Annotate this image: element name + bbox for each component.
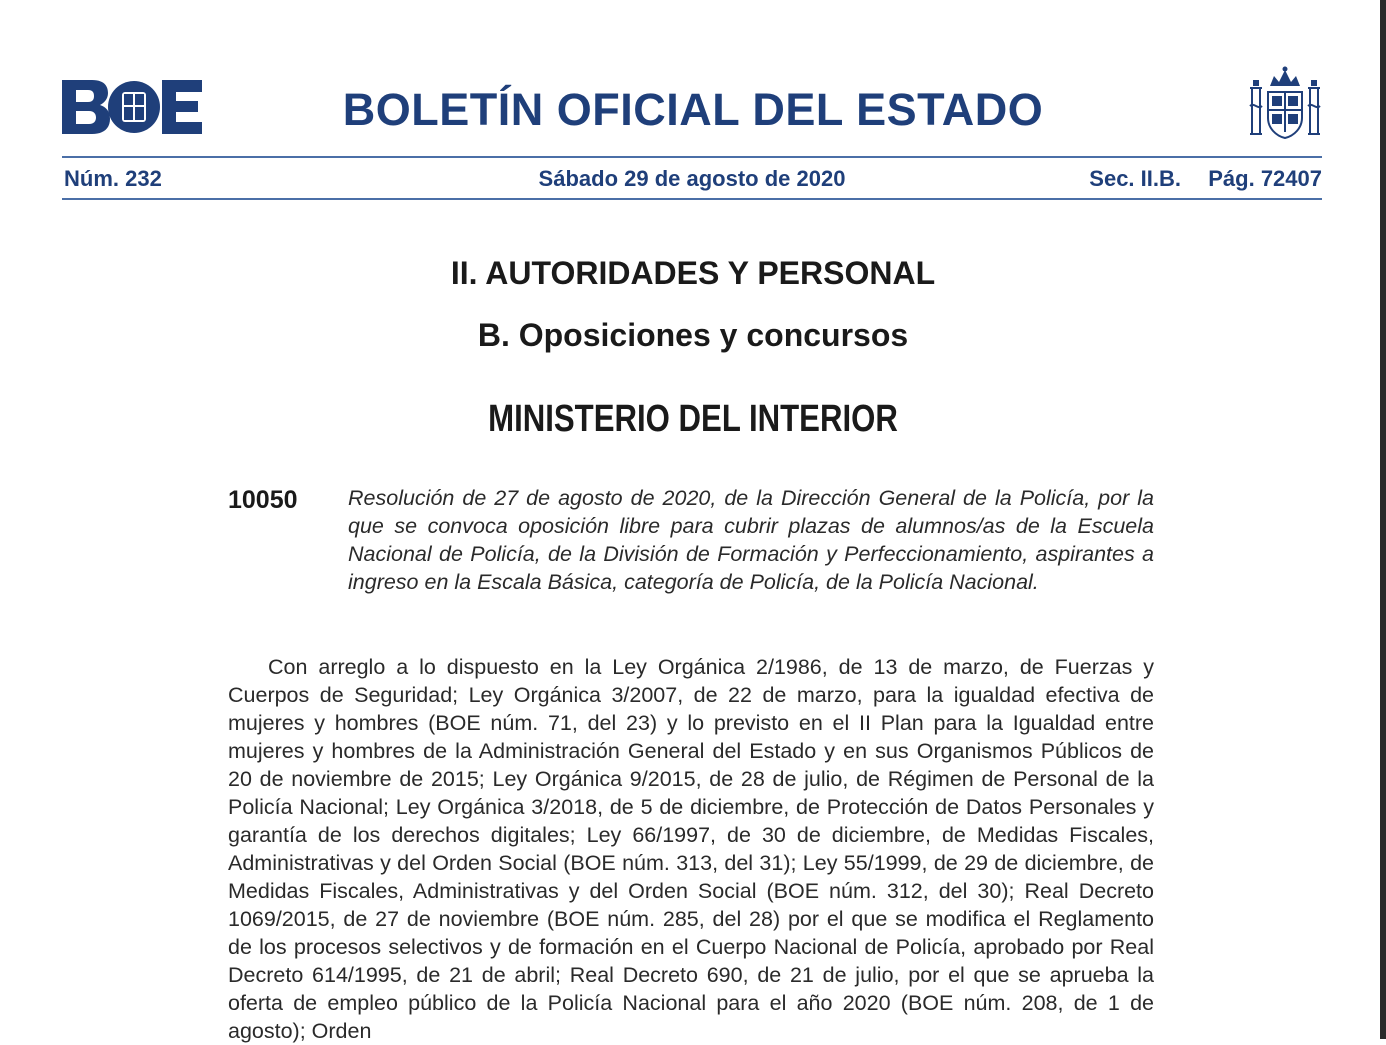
body-paragraph: Con arreglo a lo dispuesto en la Ley Orgánica 2/1986, de 13 de marzo, de Fuerzas y Cuerpos de Seguridad; Ley Orgánica 3/2007, de 22 de marzo, para la igualdad efectiva de mujeres y hombres (BOE núm. 71, del 23) y lo previsto en el II Plan para la Igualdad entre mujeres y hombres de la Administración General del Estado y en sus Organismos Públicos de 20 de noviembre de 2015; Ley Orgánica 9/2015, de 28 de julio, de Régimen de Personal de la Policía Nacional; Ley Orgánica 3/2018, de 5 de diciembre, de Protección de Datos Personales y garantía de los derechos digitales; Ley 66/1997, de 30 de diciembre, de Medidas Fiscales, Administrativas y del Orden Social (BOE núm. 313, del 31); Ley 55/1999, de 29 de diciembre, de Medidas Fiscales, Administrativas y del Orden Social (BOE núm. 312, del 30); Real Decreto 1069/2015, de 27 de noviembre (BOE núm. 285, del 28) por el que se modifica el Reglamento de los procesos selectivos y de formación en el Cuerpo Nacional de Policía, aprobado por Real Decreto 614/1995, de 21 de abril; Real Decreto 690, de 21 de julio, por el que se aprueba la oferta de empleo público de la Policía Nacional para el año 2020 (BOE núm. 208, de 1 de agosto); Orden bbox=[228, 655, 1154, 1043]
section-title: II. AUTORIDADES Y PERSONAL bbox=[450, 255, 936, 291]
section-code: Sec. II.B. bbox=[1089, 166, 1181, 191]
issue-number: Núm. 232 bbox=[64, 166, 162, 191]
header-rule-bottom bbox=[62, 198, 1322, 200]
page-number: Pág. 72407 bbox=[1208, 166, 1322, 191]
issue-date: Sábado 29 de agosto de 2020 bbox=[538, 166, 846, 191]
gazette-title: BOLETÍN OFICIAL DEL ESTADO bbox=[342, 84, 1044, 135]
resolution-number: 10050 bbox=[228, 486, 298, 514]
resolution-summary: Resolución de 27 de agosto de 2020, de la Dirección General de la Policía, por la que se convoca oposición libre para cubrir plazas de alumnos/as de la Escuela Nacional de Policía, de la División de Formación y Perfeccionamiento, aspirantes a ingreso en la Escala Básica, categoría de Policía, de la Policía Nacional. bbox=[348, 486, 1154, 594]
coat-of-arms-emblem bbox=[1248, 66, 1322, 142]
header-rule-top bbox=[62, 156, 1322, 158]
page-edge-shadow bbox=[1380, 0, 1386, 1039]
header-meta-row bbox=[62, 166, 1322, 192]
ministry-heading: MINISTERIO DEL INTERIOR bbox=[488, 398, 898, 440]
subsection-title: B. Oposiciones y concursos bbox=[477, 317, 909, 353]
boe-logo bbox=[62, 78, 204, 136]
